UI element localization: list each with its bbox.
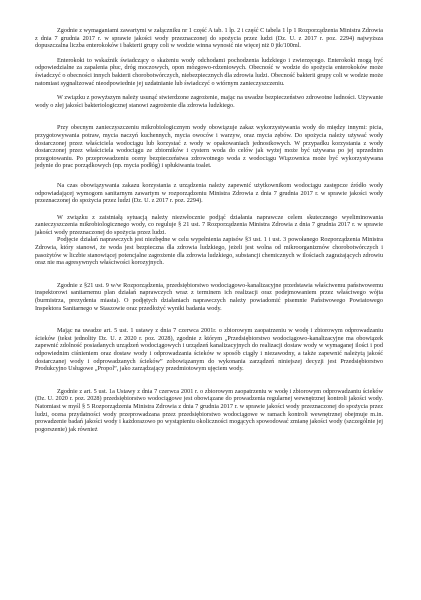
paragraph-corrective-actions: W związku z zaistniałą sytuacją należy niezwłocznie podjąć działania naprawcze celem skutecznego wyeliminowania zanieczyszczenia mikrobiologicznego wody, co reguluje § 21 ust. 7 Rozporządzenia Ministra Zdrowia z dnia 7 grudnia 2017 r. w sprawie jakości wody przeznaczonej do spożycia przez ludzi.	[35, 213, 383, 236]
paragraph-company-obligation: Mając na uwadze art. 5 ust. 1 ustawy z dnia 7 czerwca 2001r. o zbiorowym zaopatrzeniu w wodę i zbiorowym odprowadzaniu ścieków (tekst jednolity Dz. U. z 2020 r. poz. 2028), zgodnie z którym „Przedsiębiorstwo wodociągowo-kanalizacyjne ma obowiązek zapewnić zdolność posiadanych urządzeń wodociągowych i urządzeń kanalizacyjnych do realizacji dostaw wody w wymaganej ilości i pod odpowiednim ciśnieniem oraz dostaw wody i odprowadzania ścieków w sposób ciągły i niezawodny, a także zapewnić należytą jakość dostarczanej wody i odprowadzanych ścieków” zobowiązanym do wykonania zarządzeń niniejszej decyzji jest Przedsiębiorstwo Produkcyjno Usługowe „Propol”, jako zarządzający przedmiotowym ujęciem wody.	[35, 327, 383, 373]
paragraph-safety-requirements: Podjęcie działań naprawczych jest niezbędne w celu wypełnienia zapisów §3 ust. 1 i ust. 3 powołanego Rozporządzenia Ministra Zdrowia, który stanowi, że woda jest bezpieczna dla zdrowia ludzkiego, jeżeli jest wolna od mikroorganizmów chorobotwórczych i pasożytów w liczbie stanowiącej potencjalne zagrożenie dla zdrowia ludzkiego, substancji chemicznych w ilościach zagrażających zdrowiu oraz nie ma agresywnych właściwości korozyjnych.	[35, 236, 383, 267]
paragraph-alternative-source: Na czas obowiązywania zakazu korzystania z urządzenia należy zapewnić użytkownikom wodociągu zastępcze źródło wody odpowiadającej wymogom sanitarnym zawartym w rozporządzeniu Ministra Zdrowia z dnia 7 grudnia 2017 r. w sprawie jakości wody przeznaczonej do spożycia przez ludzi (Dz. U. z 2017 r. poz. 2294).	[35, 181, 383, 205]
paragraph-internal-control: Zgodnie z art. 5 ust. 1a Ustawy z dnia 7 czerwca 2001 r. o zbiorowym zaopatrzeniu w wodę i zbiorowym odprowadzaniu ścieków (Dz. U. 2020 r. poz. 2028) przedsiębiorstwo wodociągowe jest obowiązane do prowadzenia regularnej wewnętrznej kontroli jakości wody. Natomiast w myśl § 5 Rozporządzenia Ministra Zdrowia z dnia 7 grudnia 2017 r. w sprawie jakości wody przeznaczonej do spożycia przez ludzi, ocena przydatności wody przeprowadzana przez przedsiębiorstwo wodociągowe w ramach kontroli wewnętrznej obejmuje m.in. prowadzenie badań jakości wody i każdorazowo po wystąpieniu okoliczności mogących spowodować zmianę jakości wody (szczególnie jej pogorszenie) jak również	[35, 387, 383, 433]
paragraph-remove-threat: W związku z powyższym należy usunąć stwierdzone zagrożenie, mając na uwadze bezpieczeństwo zdrowotne ludności. Używanie wody o złej jakości bakteriologicznej stanowi zagrożenie dla zdrowia ludzkiego.	[35, 94, 383, 109]
paragraph-usage-ban: Przy obecnym zanieczyszczeniu mikrobiologicznym wody obowiązuje zakaz wykorzystywania wody do między innymi: picia, przygotowywania potraw, mycia naczyń kuchennych, mycia owoców i warzyw, oraz mycia zębów. Do spożycia należy używać wody dostarczonej przez właściciela wodociągu lub korzystać z wody w opakowaniach jednostkowych. W przypadku korzystania z wody dostarczonej przez właściciela wodociągu ze zbiorników i cystern woda do celów jak wyżej może być używana po jej uprzednim przegotowaniu. Po przeprowadzeniu oceny bezpieczeństwa zdrowotnego woda z wodociągu Wiązownica może być wykorzystywana jedynie do prac porządkowych (np. mycia podłóg) i spłukiwania toalet.	[35, 124, 383, 170]
paragraph-water-requirements: Zgodnie z wymaganiami zawartymi w załączniku nr 1 część A tab. 1 lp. 2 i część C tabela 1 lp 1 Rozporządzenia Ministra Zdrowia z dnia 7 grudnia 2017 r. w sprawie jakości wody przeznaczonej do spożycia przez ludzi (Dz. U. z 2017 r. poz. 2294) najwyższa dopuszczalna liczba enterokoków i bakterii grupy coli w wodzie winna wynosić nie więcej niż 0 jtk/100ml.	[35, 27, 383, 50]
paragraph-enterococci: Enterokoki to wskaźnik świadczący o skażeniu wody odchodami pochodzenia ludzkiego i zwierzęcego. Enterokoki mogą być odpowiedzialne za zapalenia płuc, dróg moczowych, opon mózgowo-rdzeniowych. Obecność w wodzie do spożycia enterokoków może świadczyć o obecności innych bakterii chorobotwórczych, niebezpiecznych dla zdrowia ludzi. Obecność bakterii grupy coli w wodzie może natomiast sygnalizować nieodpowiednie jej uzdatnianie lub świadczyć o wtórnym zanieczyszczeniu.	[35, 56, 383, 87]
paragraph-action-plan: Zgodnie z §21 ust. 9 w/w Rozporządzenia, przedsiębiorstwo wodociągowo-kanalizacyjne przedstawia właściwemu państwowemu inspektorowi sanitarnemu plan działań naprawczych wraz z terminem ich realizacji oraz podejmowaniem przez właściwego wójta (burmistrza, prezydenta miasta). O podjętych działaniach naprawczych należy powiadomić pisemnie Państwowego Powiatowego Inspektora Sanitarnego w Staszowie oraz przedłożyć wyniki badania wody.	[35, 281, 383, 312]
